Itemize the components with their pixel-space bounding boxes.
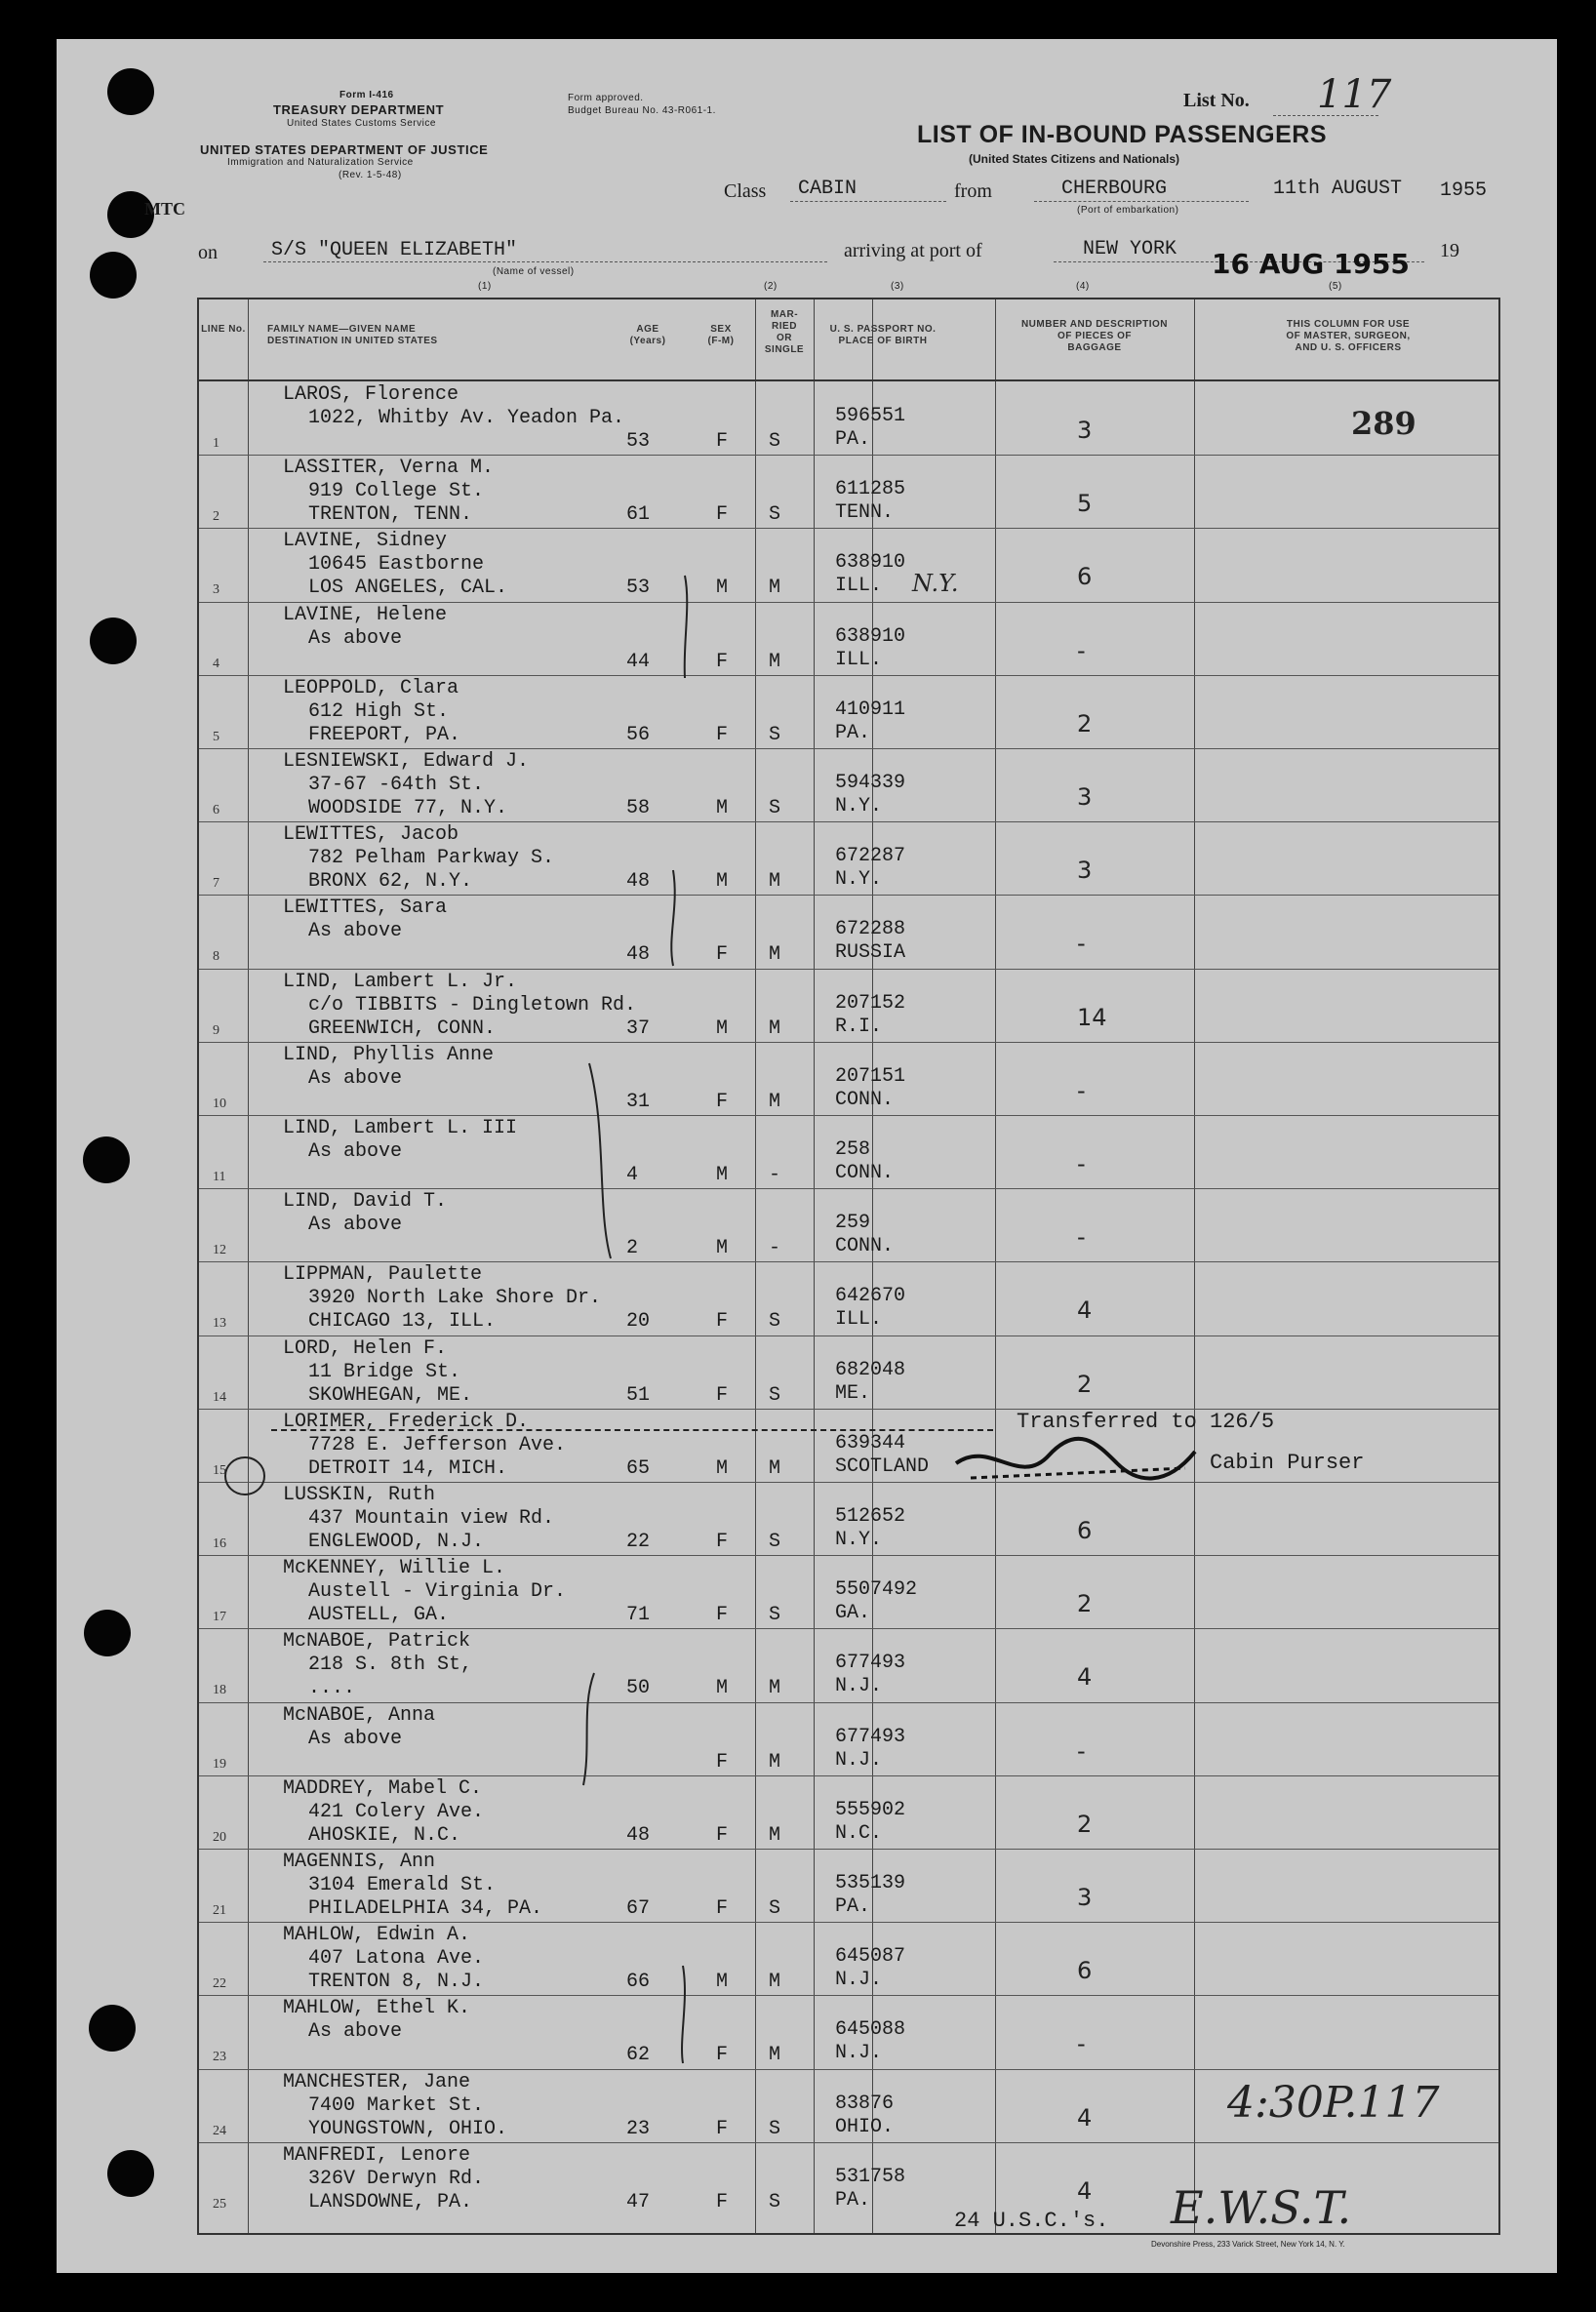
passport-number: 594339	[835, 772, 906, 794]
passport-number: 83876	[835, 2092, 895, 2115]
marital-status: M	[769, 2044, 781, 2067]
passenger-sex: M	[716, 1237, 729, 1260]
passenger-name: LAVINE, Helene	[283, 603, 448, 626]
passenger-sex: M	[716, 797, 729, 819]
passenger-address: 7728 E. Jefferson Ave.	[308, 1433, 567, 1456]
passenger-age: 22	[626, 1531, 651, 1553]
baggage-count: 3	[1077, 857, 1093, 885]
passenger-sex: F	[716, 723, 729, 746]
budget-bureau: Budget Bureau No. 43-R061-1.	[568, 105, 716, 116]
baggage-count: 5	[1077, 490, 1093, 518]
passenger-name: LIND, Phyllis Anne	[283, 1043, 495, 1066]
passenger-city: ....	[308, 1677, 356, 1700]
passport-number: 410911	[835, 698, 906, 721]
ins-label: Immigration and Naturalization Service	[227, 157, 414, 168]
passenger-sex: F	[716, 1383, 729, 1407]
passenger-age: 44	[626, 650, 651, 673]
uscs-count: 24 U.S.C.'s.	[954, 2209, 1109, 2233]
passenger-name: MANCHESTER, Jane	[283, 2070, 471, 2093]
list-no-label: List No.	[1183, 90, 1250, 111]
passenger-address: 407 Latona Ave.	[308, 1947, 485, 1971]
col-header-name: FAMILY NAME—GIVEN NAME DESTINATION IN UNITED STATES	[267, 324, 438, 346]
passenger-name: LIND, Lambert L. III	[283, 1117, 518, 1139]
passenger-age: 62	[626, 2044, 651, 2067]
passenger-address: As above	[308, 1140, 403, 1163]
passenger-address: 437 Mountain view Rd.	[308, 1507, 555, 1530]
place-of-birth: PA.	[835, 428, 871, 451]
place-of-birth: ILL.	[835, 575, 883, 598]
passenger-age: 4	[626, 1164, 639, 1186]
passport-number: 645087	[835, 1945, 906, 1969]
line-number: 23	[213, 2050, 226, 2065]
place-of-birth: CONN.	[835, 1162, 895, 1184]
passenger-city: AHOSKIE, N.C.	[308, 1823, 461, 1847]
passenger-sex: M	[716, 577, 729, 600]
passenger-sex: M	[716, 1677, 729, 1700]
passenger-city: CHICAGO 13, ILL.	[308, 1310, 497, 1334]
baggage-count: 3	[1077, 1884, 1093, 1911]
place-of-birth: N.J.	[835, 1748, 883, 1772]
arriving-label: arriving at port of	[844, 240, 982, 261]
passenger-city: AUSTELL, GA.	[308, 1604, 450, 1627]
passenger-name: McNABOE, Anna	[283, 1703, 436, 1727]
baggage-count: 2	[1077, 709, 1093, 737]
place-of-birth: PA.	[835, 2188, 871, 2212]
on-label: on	[198, 242, 218, 263]
baggage-count: -	[1077, 1736, 1086, 1765]
passport-number: 531758	[835, 2165, 906, 2188]
baggage-count: -	[1077, 930, 1086, 958]
marital-status: M	[769, 1823, 781, 1847]
line-number: 14	[213, 1389, 226, 1405]
from-value: CHERBOURG	[1061, 178, 1168, 200]
year-suffix: 19	[1440, 240, 1459, 261]
class-label: Class	[724, 180, 767, 202]
passenger-city: SKOWHEGAN, ME.	[308, 1383, 473, 1407]
passenger-age: 56	[626, 723, 651, 746]
passenger-age: 53	[626, 577, 651, 600]
col-index: (3)	[891, 281, 904, 292]
marital-status: M	[769, 1971, 781, 1994]
baggage-count: 6	[1077, 563, 1093, 591]
passport-number: 645088	[835, 2018, 906, 2042]
form-number: Form I-416	[339, 90, 394, 100]
passenger-name: LEWITTES, Jacob	[283, 823, 459, 847]
passenger-address: 37-67 -64th St.	[308, 774, 485, 796]
passport-number: 207151	[835, 1064, 906, 1088]
passenger-sex: F	[716, 650, 729, 673]
passenger-name: McNABOE, Patrick	[283, 1630, 471, 1654]
marital-status: M	[769, 1456, 781, 1480]
passenger-address: As above	[308, 626, 403, 650]
line-number: 1	[213, 436, 219, 451]
marital-status: S	[769, 1310, 781, 1334]
place-of-birth: N.Y.	[835, 868, 883, 892]
marital-status: S	[769, 2117, 781, 2140]
passenger-address: 11 Bridge St.	[308, 1360, 461, 1383]
place-of-birth: GA.	[835, 1602, 871, 1625]
passenger-age: 37	[626, 1016, 651, 1040]
passenger-name: MAHLOW, Edwin A.	[283, 1924, 471, 1947]
passenger-age: 66	[626, 1971, 651, 1994]
passport-number: 535139	[835, 1872, 906, 1894]
passenger-age: 31	[626, 1090, 651, 1113]
transferred-note: Transferred to 126/5	[1017, 1410, 1275, 1434]
from-label: from	[954, 180, 992, 202]
col-header-sex: SEX (F-M)	[707, 324, 735, 346]
place-of-birth: CONN.	[835, 1088, 895, 1111]
passport-number: 638910	[835, 551, 906, 575]
place-of-birth: SCOTLAND	[835, 1455, 930, 1478]
passenger-name: LASSITER, Verna M.	[283, 457, 495, 480]
marital-status: M	[769, 650, 781, 673]
passenger-age: 48	[626, 1823, 651, 1847]
marital-status: S	[769, 1604, 781, 1627]
marital-status: -	[769, 1164, 781, 1186]
line-number: 8	[213, 949, 219, 965]
baggage-count: 4	[1077, 2103, 1093, 2132]
passport-number: 596551	[835, 405, 906, 427]
arrival-stamp: 16 AUG 1955	[1212, 248, 1410, 280]
baggage-count: -	[1077, 1150, 1086, 1177]
passenger-address: 421 Colery Ave.	[308, 1800, 485, 1823]
pob-correction-row3: N.Y.	[912, 570, 959, 597]
place-of-birth: N.J.	[835, 1675, 883, 1698]
class-value: CABIN	[798, 178, 858, 200]
col-header-passport: U. S. PASSPORT NO. PLACE OF BIRTH	[829, 324, 937, 346]
passenger-address: 326V Derwyn Rd.	[308, 2167, 485, 2190]
page-subtitle: (United States Citizens and Nationals)	[969, 152, 1180, 166]
passenger-city: ENGLEWOOD, N.J.	[308, 1531, 485, 1553]
passport-number: 555902	[835, 1798, 906, 1821]
baggage-count: -	[1077, 1223, 1086, 1252]
marital-status: S	[769, 430, 781, 453]
line-number: 6	[213, 803, 219, 817]
passenger-age: 47	[626, 2190, 651, 2213]
passenger-age: 2	[626, 1237, 639, 1260]
line-number: 24	[213, 2123, 226, 2138]
line-number: 2	[213, 509, 219, 525]
passenger-sex: M	[716, 1164, 729, 1186]
place-of-birth: RUSSIA	[835, 941, 906, 965]
passenger-address: 612 High St.	[308, 699, 450, 723]
passport-number: 672288	[835, 918, 906, 941]
passenger-name: MADDREY, Mabel C.	[283, 1776, 483, 1800]
passenger-sex: F	[716, 503, 729, 527]
line-number: 12	[213, 1243, 226, 1258]
line-number: 17	[213, 1610, 226, 1625]
passenger-city: GREENWICH, CONN.	[308, 1016, 497, 1040]
passenger-name: LAVINE, Sidney	[283, 530, 448, 553]
line-number: 22	[213, 1976, 226, 1992]
printer-credit: Devonshire Press, 233 Varick Street, New York 14, N. Y.	[1151, 2240, 1345, 2249]
line-number: 7	[213, 876, 219, 892]
passenger-address: As above	[308, 1727, 403, 1750]
baggage-count: 2	[1077, 1370, 1093, 1398]
line-number: 13	[213, 1316, 226, 1332]
passenger-address: As above	[308, 2020, 403, 2044]
passenger-sex: F	[716, 2044, 729, 2067]
footer-signature: E.W.S.T.	[1171, 2181, 1352, 2234]
passport-number: 512652	[835, 1505, 906, 1528]
place-of-birth: ME.	[835, 1381, 871, 1405]
passenger-city: FREEPORT, PA.	[308, 723, 461, 746]
passenger-city: YOUNGSTOWN, OHIO.	[308, 2117, 508, 2140]
passenger-sex: F	[716, 1090, 729, 1113]
passport-number: 639344	[835, 1431, 906, 1455]
passenger-name: LEOPPOLD, Clara	[283, 676, 459, 699]
place-of-birth: CONN.	[835, 1235, 895, 1258]
baggage-count: 6	[1077, 1957, 1093, 1985]
passport-number: 677493	[835, 1725, 906, 1748]
passenger-address: 7400 Market St.	[308, 2093, 485, 2117]
place-of-birth: TENN.	[835, 501, 895, 525]
passenger-name: LAROS, Florence	[283, 383, 459, 406]
place-of-birth: N.C.	[835, 1821, 883, 1845]
passenger-name: MANFREDI, Lenore	[283, 2143, 471, 2167]
line-number: 20	[213, 1829, 226, 1845]
passenger-name: MAHLOW, Ethel K.	[283, 1997, 471, 2020]
baggage-count: 2	[1077, 1590, 1093, 1618]
passenger-address: 3920 North Lake Shore Dr.	[308, 1287, 602, 1310]
marital-status: M	[769, 577, 781, 600]
marital-status: S	[769, 797, 781, 819]
marital-status: M	[769, 943, 781, 967]
passenger-address: 1022, Whitby Av. Yeadon Pa.	[308, 407, 625, 429]
officer-note-row1: 289	[1351, 405, 1416, 442]
baggage-count: 3	[1077, 417, 1093, 444]
passenger-address: c/o TIBBITS - Dingletown Rd.	[308, 993, 637, 1016]
passenger-age: 23	[626, 2117, 651, 2140]
passenger-age: 65	[626, 1456, 651, 1480]
place-of-birth: PA.	[835, 1895, 871, 1918]
passenger-address: 218 S. 8th St,	[308, 1654, 473, 1677]
passenger-address: 782 Pelham Parkway S.	[308, 847, 555, 870]
baggage-count: -	[1077, 2030, 1086, 2058]
line-number: 11	[213, 1170, 226, 1184]
place-of-birth: ILL.	[835, 648, 883, 671]
passenger-city: TRENTON, TENN.	[308, 503, 473, 527]
passenger-name: McKENNEY, Willie L.	[283, 1557, 506, 1580]
passenger-address: 3104 Emerald St.	[308, 1874, 497, 1896]
passport-number: 207152	[835, 991, 906, 1015]
passenger-address: As above	[308, 1214, 403, 1237]
form-approved: Form approved.	[568, 93, 644, 103]
passenger-address: As above	[308, 1066, 403, 1090]
line-number: 21	[213, 1903, 226, 1918]
passenger-sex: F	[716, 1750, 729, 1774]
baggage-count: 3	[1077, 783, 1093, 811]
col-header-baggage: NUMBER AND DESCRIPTION OF PIECES OF BAGGAGE	[1020, 319, 1169, 353]
place-of-birth: ILL.	[835, 1308, 883, 1332]
passenger-sex: F	[716, 1604, 729, 1627]
port-value: NEW YORK	[1083, 238, 1177, 260]
passenger-name: LIND, Lambert L. Jr.	[283, 970, 518, 993]
passenger-sex: F	[716, 2190, 729, 2213]
place-of-birth: N.J.	[835, 1969, 883, 1992]
baggage-count: -	[1077, 1076, 1086, 1104]
line-number: 15	[213, 1462, 226, 1478]
baggage-count: 4	[1077, 2176, 1093, 2205]
col-header-married: MAR- RIED OR SINGLE	[764, 309, 805, 355]
passenger-name: LORIMER, Frederick D.	[283, 1410, 530, 1433]
rev-label: (Rev. 1-5-48)	[339, 170, 402, 180]
passenger-name: LIPPMAN, Paulette	[283, 1263, 483, 1287]
passport-number: 5507492	[835, 1578, 918, 1602]
passenger-age: 61	[626, 503, 651, 527]
line-number: 16	[213, 1536, 226, 1551]
col-header-officers: THIS COLUMN FOR USE OF MASTER, SURGEON, AND U. S. OFFICERS	[1286, 319, 1411, 353]
passenger-city: LANSDOWNE, PA.	[308, 2190, 473, 2213]
passenger-sex: F	[716, 943, 729, 967]
passenger-name: LEWITTES, Sara	[283, 897, 448, 920]
passenger-name: LIND, David T.	[283, 1190, 448, 1214]
passenger-address: As above	[308, 920, 403, 943]
officer-note-row24: 4:30P.117	[1227, 2078, 1440, 2128]
passenger-sex: F	[716, 1310, 729, 1334]
passenger-address: Austell - Virginia Dr.	[308, 1580, 567, 1604]
baggage-count: -	[1077, 636, 1086, 664]
baggage-count: 2	[1077, 1810, 1093, 1838]
line-number: 25	[213, 2196, 226, 2212]
marital-status: M	[769, 1677, 781, 1700]
passenger-city: LOS ANGELES, CAL.	[308, 577, 508, 600]
place-of-birth: OHIO.	[835, 2115, 895, 2138]
baggage-count: 14	[1077, 1003, 1107, 1031]
vessel-value: S/S "QUEEN ELIZABETH"	[271, 239, 518, 261]
marital-status: S	[769, 723, 781, 746]
marital-status: -	[769, 1237, 781, 1260]
passenger-age: 67	[626, 1897, 651, 1920]
col-index: (5)	[1329, 281, 1342, 292]
cabin-purser-note: Cabin Purser	[1210, 1451, 1365, 1475]
passport-number: 642670	[835, 1285, 906, 1308]
col-header-age: AGE (Years)	[629, 324, 666, 346]
passenger-age: 53	[626, 430, 651, 453]
page-title: LIST OF IN-BOUND PASSENGERS	[917, 121, 1328, 148]
marital-status: S	[769, 1531, 781, 1553]
passenger-age: 51	[626, 1383, 651, 1407]
col-index: (2)	[764, 281, 778, 292]
marital-status: S	[769, 1897, 781, 1920]
line-number: 4	[213, 656, 219, 671]
vessel-caption: (Name of vessel)	[493, 266, 575, 277]
place-of-birth: N.J.	[835, 2042, 883, 2065]
marital-status: M	[769, 1016, 781, 1040]
passenger-age: 48	[626, 870, 651, 894]
mtc-mark: MTC	[144, 199, 185, 219]
marital-status: M	[769, 1090, 781, 1113]
passenger-city: BRONX 62, N.Y.	[308, 870, 473, 894]
passport-number: 638910	[835, 624, 906, 648]
passport-number: 672287	[835, 845, 906, 868]
treasury-label: TREASURY DEPARTMENT	[273, 102, 445, 117]
list-no-value: 117	[1317, 72, 1392, 117]
customs-label: United States Customs Service	[287, 118, 436, 129]
marital-status: S	[769, 2190, 781, 2213]
passenger-address: 10645 Eastborne	[308, 553, 485, 577]
place-of-birth: R.I.	[835, 1015, 883, 1038]
line-number: 5	[213, 729, 219, 744]
date-value: 11th AUGUST	[1273, 178, 1403, 200]
passenger-age: 48	[626, 943, 651, 967]
justice-label: UNITED STATES DEPARTMENT OF JUSTICE	[200, 142, 489, 157]
passenger-age: 20	[626, 1310, 651, 1334]
passenger-sex: M	[716, 1971, 729, 1994]
col-header-line: LINE No.	[201, 324, 246, 335]
year-value: 1955	[1440, 179, 1488, 202]
passenger-sex: F	[716, 2117, 729, 2140]
place-of-birth: PA.	[835, 721, 871, 744]
passenger-name: LESNIEWSKI, Edward J.	[283, 750, 530, 773]
place-of-birth: N.Y.	[835, 1529, 883, 1551]
baggage-count: 4	[1077, 1296, 1093, 1325]
baggage-count: 6	[1077, 1517, 1093, 1544]
passport-number: 611285	[835, 478, 906, 501]
passenger-sex: M	[716, 870, 729, 894]
port-embark-caption: (Port of embarkation)	[1077, 205, 1179, 216]
baggage-count: 4	[1077, 1663, 1093, 1692]
place-of-birth: N.Y.	[835, 795, 883, 817]
passenger-sex: F	[716, 1531, 729, 1553]
marital-status: S	[769, 503, 781, 527]
passenger-address: 919 College St.	[308, 480, 485, 503]
passenger-sex: M	[716, 1016, 729, 1040]
passport-number: 677493	[835, 1652, 906, 1675]
line-number: 19	[213, 1756, 226, 1772]
passenger-name: LORD, Helen F.	[283, 1336, 448, 1360]
passport-number: 258	[835, 1138, 871, 1161]
passenger-sex: M	[716, 1456, 729, 1480]
passenger-age: 50	[626, 1677, 651, 1700]
passenger-city: PHILADELPHIA 34, PA.	[308, 1897, 543, 1920]
passenger-city: WOODSIDE 77, N.Y.	[308, 797, 508, 819]
passenger-sex: F	[716, 1897, 729, 1920]
passenger-name: MAGENNIS, Ann	[283, 1851, 436, 1873]
passenger-city: TRENTON 8, N.J.	[308, 1971, 485, 1994]
passenger-sex: F	[716, 430, 729, 453]
line-number: 9	[213, 1022, 219, 1038]
passenger-age: 71	[626, 1604, 651, 1627]
passenger-name: LUSSKIN, Ruth	[283, 1484, 436, 1506]
passport-number: 682048	[835, 1358, 906, 1381]
marital-status: S	[769, 1383, 781, 1407]
passenger-sex: F	[716, 1823, 729, 1847]
passport-number: 259	[835, 1212, 871, 1235]
line-number: 3	[213, 582, 219, 598]
col-index: (4)	[1076, 281, 1090, 292]
line-number: 18	[213, 1683, 226, 1698]
passenger-age: 58	[626, 797, 651, 819]
marital-status: M	[769, 870, 781, 894]
col-index: (1)	[478, 281, 492, 292]
marital-status: M	[769, 1750, 781, 1774]
line-number: 10	[213, 1096, 226, 1111]
passenger-city: DETROIT 14, MICH.	[308, 1456, 508, 1480]
